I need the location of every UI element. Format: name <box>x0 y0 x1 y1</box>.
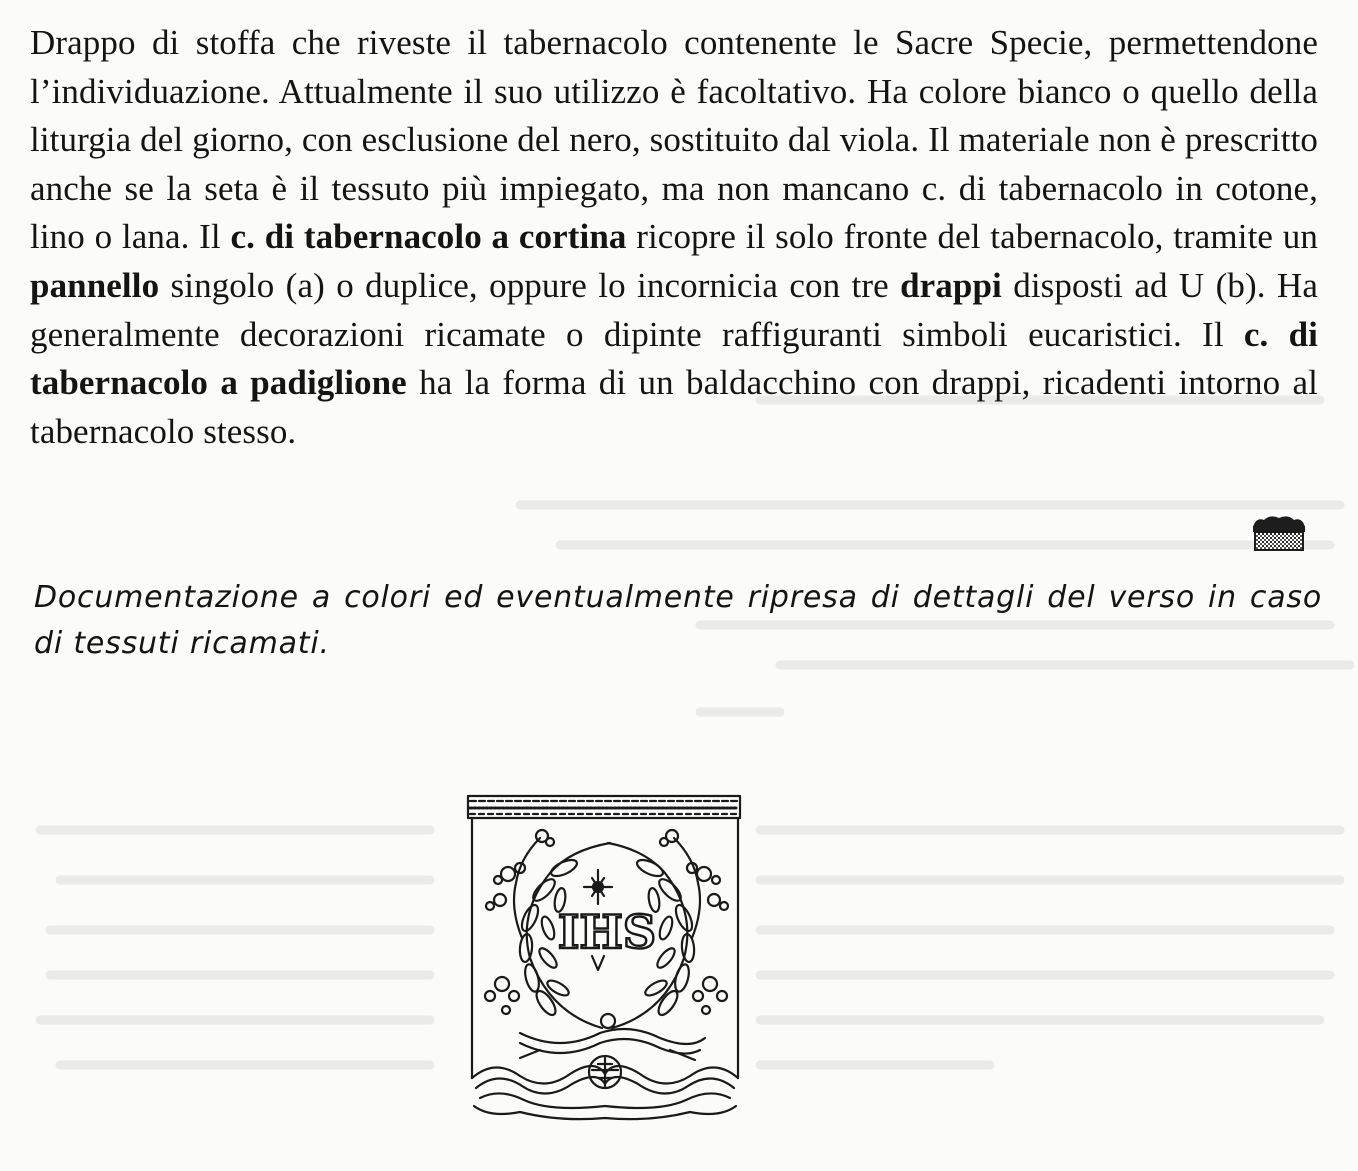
definition-text: ricopre il solo fronte del tabernacolo, tramite un <box>626 217 1318 257</box>
photo-documentation-icon <box>1250 513 1308 553</box>
definition-paragraph <box>30 19 1318 456</box>
definition-text: ha la forma di un baldacchino con drappi, ricadenti intorno al tabernacolo stesso. <box>30 363 1319 451</box>
term-drappi: drappi <box>900 265 1002 305</box>
definition-text: disposti ad U (b). Ha generalmente decorazioni ricamate o dipinte raffiguranti simboli eucaristici. Il <box>30 265 1318 354</box>
term-cortina: c. di tabernacolo a cortina <box>230 217 627 257</box>
definition-text: Drappo di stoffa che riveste il tabernacolo contenente le Sacre Specie, permettendone l’individuazione. Attualmente il suo utilizzo è facoltativo. Ha colore bianco o quello della liturgia del giorno, con esclusione del nero, sostituito dal viola. Il materiale non è prescritto anche se la seta è il tessuto più impiegato, ma non mancano c. di tabernacolo in cotone, lino o lana. Il <box>30 23 1318 257</box>
term-padiglione: c. di tabernacolo a padiglione <box>30 314 1318 403</box>
documentation-note: Documentazione a colori ed eventualmente ripresa di dettagli del verso in caso di tessuti ricamati. <box>34 580 1322 661</box>
term-pannello: pannello <box>30 265 160 305</box>
ihs-monogram: IHS <box>557 905 657 959</box>
tabernacle-veil-illustration <box>460 788 750 1128</box>
definition-text: singolo (a) o duplice, oppure lo incornicia con tre <box>159 265 901 305</box>
